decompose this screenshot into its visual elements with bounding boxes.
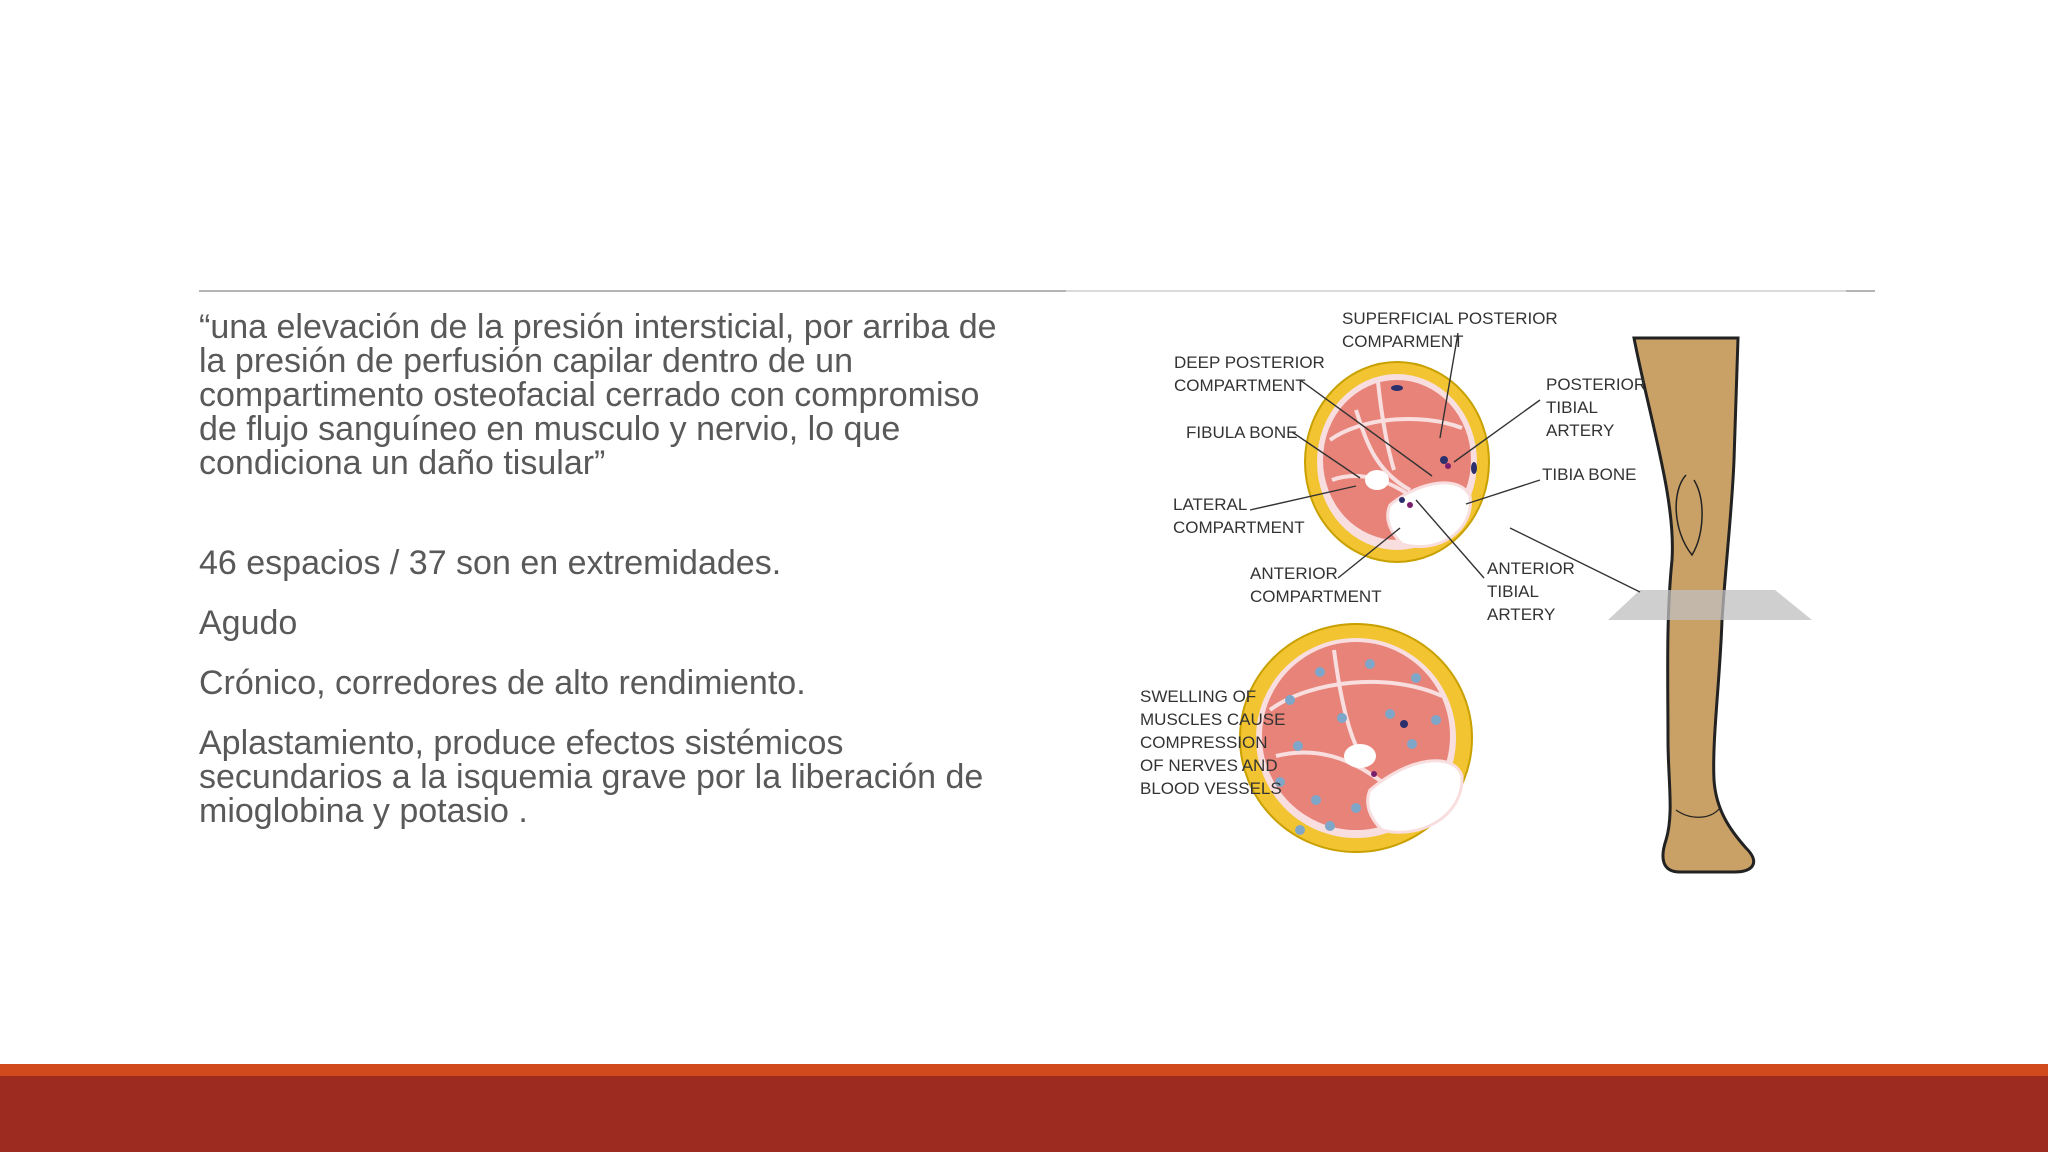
definition-quote: “una elevación de la presión intersticial, por arriba de la presión de perfusión capilar dentro de un compartimento osteofacial cerrado con compromiso de flujo sanguíneo en musculo y nervio, lo que condiciona un daño tisular” — [199, 308, 997, 482]
footer-accent-line — [0, 1064, 2048, 1076]
label-swelling: SWELLING OF MUSCLES CAUSE COMPRESSION OF NERVES AND BLOOD VESSELS — [1140, 687, 1286, 798]
title-divider-right — [1066, 290, 1846, 292]
bullet-spaces: 46 espacios / 37 son en extremidades. — [199, 544, 782, 582]
compartment-diagram — [1120, 300, 1840, 880]
swollen-cross-section — [1240, 624, 1472, 852]
label-deep-posterior: DEEP POSTERIOR COMPARTMENT — [1174, 353, 1325, 395]
content-text — [199, 310, 1019, 828]
bullet-chronic: Crónico, corredores de alto rendimiento. — [199, 664, 806, 702]
label-superficial-posterior: SUPERFICIAL POSTERIOR COMPARMENT — [1342, 309, 1558, 351]
section-plane — [1608, 590, 1812, 620]
label-posterior-tibial-artery: POSTERIOR TIBIAL ARTERY — [1546, 375, 1647, 440]
label-tibia-bone: TIBIA BONE — [1542, 465, 1637, 484]
label-fibula-bone: FIBULA BONE — [1186, 423, 1298, 442]
footer-band — [0, 1076, 2048, 1152]
bullet-crush: Aplastamiento, produce efectos sistémicos secundarios a la isquemia grave por la liberación de mioglobina y potasio . — [199, 724, 984, 830]
bullet-acute: Agudo — [199, 604, 298, 642]
label-anterior-tibial-artery: ANTERIOR TIBIAL ARTERY — [1487, 559, 1575, 624]
normal-cross-section — [1305, 362, 1489, 562]
label-lateral-compartment: LATERAL COMPARTMENT — [1173, 495, 1305, 537]
label-anterior-compartment: ANTERIOR COMPARTMENT — [1250, 564, 1382, 606]
